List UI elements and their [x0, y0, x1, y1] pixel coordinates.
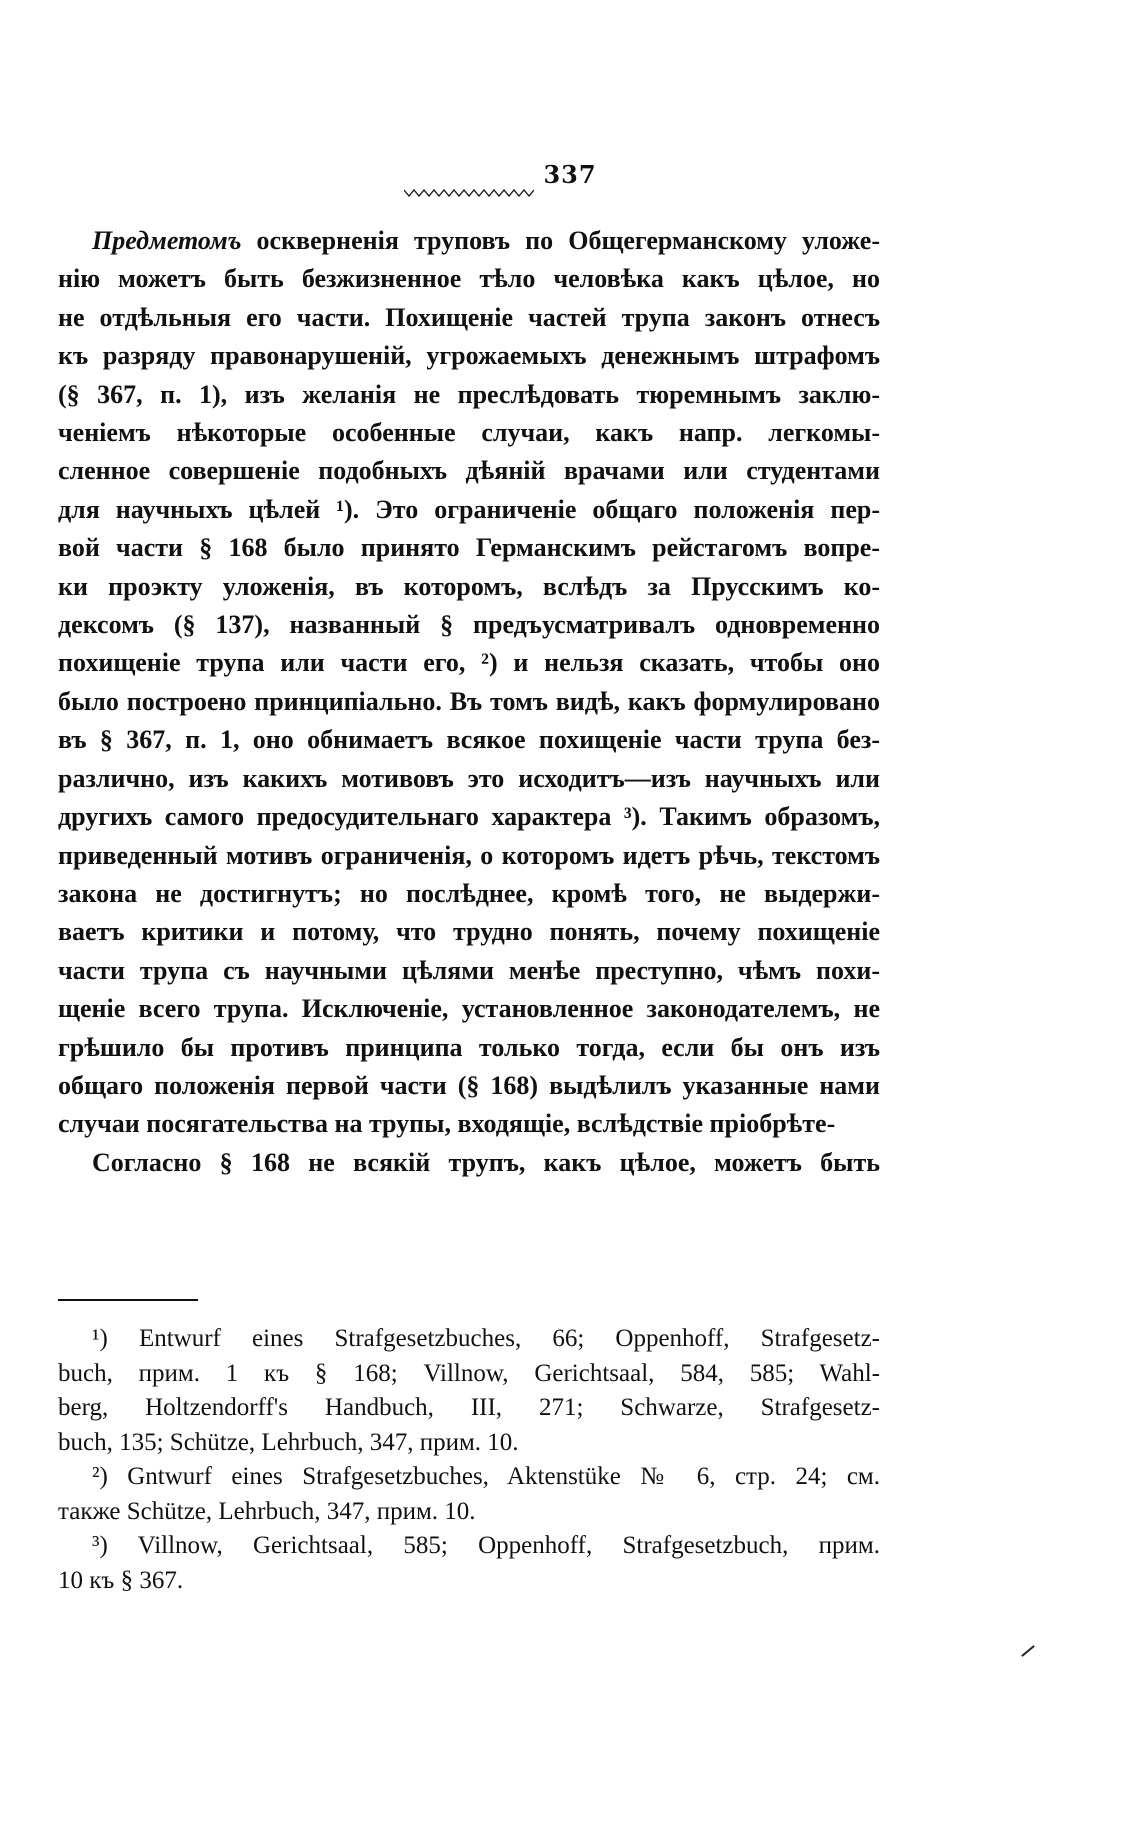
- text-line: закона не достигнутъ; но послѣднее, кромѣ того, не выдержи-: [58, 878, 880, 908]
- footnote-separator: [58, 1299, 198, 1301]
- text-line: ченіемъ нѣкоторые особенные случаи, какъ напр. легкомы-: [58, 418, 880, 448]
- text-line: вой части § 168 было принято Германскимъ рейстагомъ вопре-: [58, 533, 880, 563]
- footnote-2: ²) Gntwurf eines Strafgesetzbuches, Aktenstüke № 6, стр. 24; см.: [92, 1463, 880, 1490]
- footnote-1-line: buch, 135; Schütze, Lehrbuch, 347, прим. 10.: [58, 1428, 519, 1456]
- footnote-1-line: berg, Holtzendorff's Handbuch, III, 271; Schwarze, Strafgesetz-: [58, 1394, 880, 1421]
- paragraph-lead-word: Предметомъ: [92, 226, 242, 255]
- text-line: грѣшило бы противъ принципа только тогда, если бы онъ изъ: [58, 1032, 880, 1062]
- page-number-ornament: [404, 188, 534, 198]
- paragraph-1-first-line: Предметомъ оскверненія труповъ по Общегерманскому уложе-: [92, 226, 880, 255]
- paragraph-2-line: Согласно § 168 не всякій трупъ, какъ цѣлое, можетъ быть: [92, 1147, 880, 1177]
- text-line: въ § 367, п. 1, оно обнимаетъ всякое похищеніе части трупа без-: [58, 725, 880, 755]
- margin-pencil-mark: [1021, 1645, 1035, 1657]
- text-line: похищеніе трупа или части его, ²) и нельзя сказать, чтобы оно: [58, 648, 880, 678]
- text-line: другихъ самого предосудительнаго характера ³). Такимъ образомъ,: [58, 802, 880, 832]
- text-line: щеніе всего трупа. Исключеніе, установленное законодателемъ, не: [58, 994, 880, 1024]
- main-text: [58, 222, 880, 1182]
- text-line: ваетъ критики и потому, что трудно понять, почему похищеніе: [58, 917, 880, 947]
- text-line: ки проэкту уложенія, въ которомъ, вслѣдъ за Прусскимъ ко-: [58, 571, 880, 601]
- text-line: не отдѣльныя его части. Похищеніе частей трупа законъ отнесъ: [58, 302, 880, 332]
- text-line: было построено принципіально. Въ томъ видѣ, какъ формулировано: [58, 686, 880, 716]
- text-line: части трупа съ научными цѣлями менѣе преступно, чѣмъ похи-: [58, 955, 880, 985]
- text-line: къ разряду правонарушеній, угрожаемыхъ денежнымъ штрафомъ: [58, 341, 880, 371]
- text-line: случаи посягательства на трупы, входящіе, вслѣдствіе пріобрѣте-: [58, 1109, 836, 1139]
- text-line: общаго положенія первой части (§ 168) выдѣлилъ указанные нами: [58, 1070, 880, 1100]
- text-line: нію можетъ быть безжизненное тѣло человѣка какъ цѣлое, но: [58, 264, 880, 294]
- footnote-1: ¹) Entwurf eines Strafgesetzbuches, 66; Oppenhoff, Strafgesetz-: [92, 1325, 880, 1352]
- footnote-3: ³) Villnow, Gerichtsaal, 585; Oppenhoff, Strafgesetzbuch, прим.: [92, 1532, 880, 1559]
- text-line: (§ 367, п. 1), изъ желанія не преслѣдовать тюремнымъ заклю-: [58, 379, 880, 409]
- page-number: 337: [543, 160, 597, 189]
- footnote-2-line: также Schütze, Lehrbuch, 347, прим. 10.: [58, 1497, 476, 1525]
- footnotes: [58, 1322, 880, 1598]
- text-line: для научныхъ цѣлей ¹). Это ограниченіе общаго положенія пер-: [58, 494, 880, 524]
- text-line: дексомъ (§ 137), названный § предъусматривалъ одновременно: [58, 610, 880, 640]
- text-line: приведенный мотивъ ограниченія, о которомъ идетъ рѣчь, текстомъ: [58, 840, 880, 870]
- text-line: сленное совершеніе подобныхъ дѣяній врачами или студентами: [58, 456, 880, 486]
- footnote-3-line: 10 къ § 367.: [58, 1566, 184, 1594]
- text-line: различно, изъ какихъ мотивовъ это исходитъ—изъ научныхъ или: [58, 763, 880, 793]
- footnote-1-line: buch, прим. 1 къ § 168; Villnow, Gerichtsaal, 584, 585; Wahl-: [58, 1359, 880, 1387]
